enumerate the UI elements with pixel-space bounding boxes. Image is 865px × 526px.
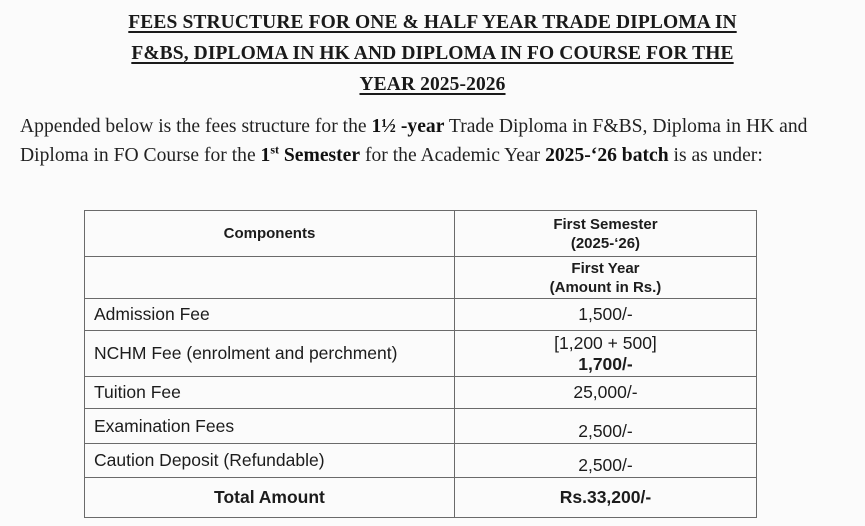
intro-text-4: is as under: bbox=[668, 145, 763, 166]
header-semester-title: First Semester bbox=[553, 215, 658, 233]
intro-text-3: for the Academic Year bbox=[360, 145, 546, 166]
header-semester bbox=[454, 211, 756, 257]
intro-semester bbox=[260, 142, 361, 166]
row-amount-sum: 1,700/- bbox=[578, 353, 633, 374]
table-header-row bbox=[85, 211, 757, 257]
document-title bbox=[20, 7, 845, 100]
row-component: Tuition Fee bbox=[85, 377, 455, 409]
table-row bbox=[85, 299, 757, 331]
row-amount-breakdown: [1,200 + 500] bbox=[554, 332, 657, 353]
row-component: Admission Fee bbox=[85, 299, 455, 331]
row-amount: 1,500/- bbox=[454, 299, 756, 331]
fees-table bbox=[84, 210, 757, 518]
header-components: Components bbox=[85, 211, 455, 257]
table-subheader-row bbox=[85, 257, 757, 299]
intro-duration: 1½ -year bbox=[371, 116, 445, 137]
header-first-year bbox=[454, 257, 756, 299]
row-component: NCHM Fee (enrolment and perchment) bbox=[85, 331, 455, 377]
row-component: Caution Deposit (Refundable) bbox=[85, 444, 455, 478]
title-line-1: FEES STRUCTURE FOR ONE & HALF YEAR TRADE DIPLOMA IN bbox=[128, 12, 737, 33]
row-amount: 25,000/- bbox=[454, 377, 756, 409]
intro-text-1: Appended below is the fees structure for the bbox=[20, 116, 372, 137]
title-line-2: F&BS, DIPLOMA IN HK AND DIPLOMA IN FO COURSE FOR THE bbox=[131, 43, 734, 64]
row-component: Examination Fees bbox=[85, 409, 455, 444]
row-amount: 2,500/- bbox=[454, 409, 756, 444]
total-amount: Rs.33,200/- bbox=[454, 478, 756, 518]
intro-semester-number: 1 bbox=[260, 145, 271, 166]
table-total-row bbox=[85, 478, 757, 518]
table-row bbox=[85, 444, 757, 478]
row-amount: 2,500/- bbox=[454, 444, 756, 478]
table-row bbox=[85, 409, 757, 444]
subheader-empty-cell bbox=[85, 257, 455, 299]
header-amount-unit: (Amount in Rs.) bbox=[549, 278, 662, 296]
title-line-3: YEAR 2025-2026 bbox=[359, 74, 506, 95]
table-row bbox=[85, 377, 757, 409]
intro-academic-year: 2025-‘26 batch bbox=[545, 145, 669, 166]
intro-text-2: Trade Diploma in F&BS, Diploma in HK and Diploma in FO Course for the bbox=[20, 116, 808, 166]
header-semester-year: (2025-‘26) bbox=[570, 234, 641, 252]
table-row bbox=[85, 331, 757, 377]
intro-paragraph bbox=[20, 112, 850, 170]
intro-semester-word: Semester bbox=[279, 145, 361, 166]
header-first-year-title: First Year bbox=[571, 259, 640, 277]
intro-semester-suffix: st bbox=[270, 142, 280, 157]
row-amount bbox=[454, 331, 756, 377]
total-label: Total Amount bbox=[85, 478, 455, 518]
